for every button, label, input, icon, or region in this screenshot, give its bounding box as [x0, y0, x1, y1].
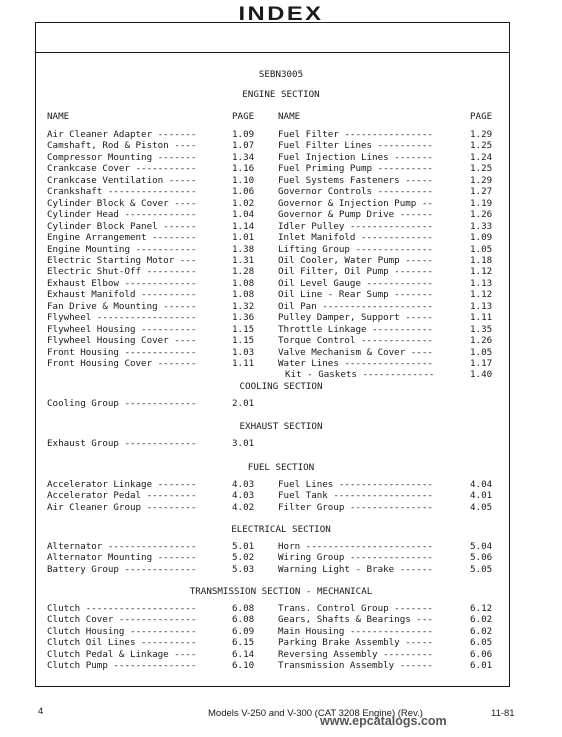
- index-entry-page: 1.13: [470, 300, 493, 312]
- index-entry-page: 5.02: [232, 552, 255, 564]
- index-entry-page: 4.01: [470, 490, 493, 502]
- index-entry-name: Exhaust Group -------------: [47, 438, 197, 449]
- index-entry-page: 1.24: [470, 151, 493, 163]
- index-entry-name: Cylinder Block Panel ------: [47, 220, 197, 232]
- index-entry-name: Crankcase Cover -----------: [47, 163, 197, 175]
- index-entry-page: 1.26: [470, 335, 493, 347]
- index-entry-name: Gears, Shafts & Bearings ---: [278, 614, 433, 626]
- index-entry-page: 1.01: [232, 232, 255, 244]
- index-entry-name: Flywheel Housing ----------: [47, 323, 197, 335]
- index-entry-name: Wiring Group ---------------: [278, 552, 433, 564]
- index-entry-page: 1.27: [470, 186, 493, 198]
- index-entry-name: Fuel Priming Pump ----------: [278, 163, 433, 175]
- index-entry-name: Inlet Manifold -------------: [278, 232, 433, 244]
- index-entry-name: Oil Cooler, Water Pump -----: [278, 254, 433, 266]
- index-entry-page: 6.12: [470, 603, 493, 614]
- index-entry-page: 6.01: [470, 660, 493, 672]
- index-entry-page: 6.02: [470, 614, 493, 626]
- index-entry-name: Oil Filter, Oil Pump -------: [278, 266, 433, 278]
- index-entry-name: Fuel Filter ----------------: [278, 129, 433, 140]
- page-title: INDEX: [238, 4, 324, 25]
- index-entry-name: Flywheel ------------------: [47, 312, 197, 324]
- index-entry-name: Horn -----------------------: [278, 541, 433, 552]
- index-entry-page: 1.40: [470, 369, 493, 381]
- column-header-name-left: NAME: [47, 111, 70, 122]
- index-entry-page: 1.10: [232, 174, 255, 186]
- index-entry-name: Accelerator Pedal ---------: [47, 490, 197, 502]
- index-entry-name: Air Cleaner Group ---------: [47, 501, 197, 513]
- index-entry-page: 5.04: [470, 541, 493, 552]
- index-entry-name: Idler Pulley ---------------: [278, 220, 433, 232]
- index-entry-page: 1.32: [232, 300, 255, 312]
- index-entry-name: Fuel Injection Lines -------: [278, 151, 433, 163]
- index-entry-page: 1.12: [470, 289, 493, 301]
- index-entry-name: Throttle Linkage -----------: [278, 323, 433, 335]
- index-entry-page: 1.14: [232, 220, 255, 232]
- index-entry-name: Crankshaft ----------------: [47, 186, 197, 198]
- index-entry-page: 1.16: [232, 163, 255, 175]
- index-entry-name: Engine Arrangement --------: [47, 232, 197, 244]
- index-entry-name: Clutch --------------------: [47, 603, 197, 614]
- index-entry-name: Fan Drive & Mounting ------: [47, 300, 197, 312]
- index-entry-page: 5.06: [470, 552, 493, 564]
- index-entry-name: Reversing Assembly ---------: [278, 648, 433, 660]
- index-entry-name: Fuel Lines -----------------: [278, 479, 433, 490]
- index-entry-page: 1.02: [232, 197, 255, 209]
- footer-page-number: 4: [38, 706, 44, 717]
- index-entry-page: 1.03: [232, 346, 255, 358]
- index-entry-page: 1.25: [470, 163, 493, 175]
- index-entry-name: Cylinder Head -------------: [47, 209, 197, 221]
- index-entry-page: 1.17: [470, 358, 493, 369]
- index-entry-name: Air Cleaner Adapter -------: [47, 129, 197, 140]
- index-entry-page: 6.08: [232, 603, 255, 614]
- index-entry-page: 1.18: [470, 254, 493, 266]
- index-entry-page: 6.06: [470, 648, 493, 660]
- index-entry-name: Clutch Pedal & Linkage ----: [47, 648, 197, 660]
- index-entry-page: 5.03: [232, 563, 255, 575]
- index-entry-name: Compressor Mounting -------: [47, 151, 197, 163]
- index-entry-name: Clutch Housing ------------: [47, 625, 197, 637]
- index-entry-name: Crankcase Ventilation -----: [47, 174, 197, 186]
- index-entry-page: 1.33: [470, 220, 493, 232]
- column-header-page-left: PAGE: [232, 111, 255, 122]
- index-entry-name: Transmission Assembly ------: [278, 660, 433, 672]
- index-entry-page: 1.19: [470, 197, 493, 209]
- index-entry-page: 2.01: [232, 398, 255, 409]
- index-entry-name: Alternator Mounting -------: [47, 552, 197, 564]
- index-entry-name: Kit - Gaskets -------------: [285, 369, 435, 381]
- index-entry-name: Clutch Oil Lines ----------: [47, 637, 197, 649]
- index-entry-name: Filter Group ---------------: [278, 501, 433, 513]
- index-entry-page: 1.09: [232, 129, 255, 140]
- index-entry-name: Front Housing -------------: [47, 346, 197, 358]
- index-entry-name: Trans. Control Group -------: [278, 603, 433, 614]
- index-entry-page: 1.13: [470, 277, 493, 289]
- index-entry-name: Fuel Systems Fasteners -----: [278, 174, 433, 186]
- index-entry-page: 1.31: [232, 254, 255, 266]
- index-entry-name: Cooling Group -------------: [47, 398, 197, 409]
- index-entry-name: Governor & Pump Drive ------: [278, 209, 433, 221]
- index-entry-page: 1.36: [232, 312, 255, 324]
- index-entry-page: 5.01: [232, 541, 255, 552]
- index-entry-name: Camshaft, Rod & Piston ----: [47, 140, 197, 152]
- title-bar: [35, 22, 509, 53]
- section-heading: FUEL SECTION: [247, 462, 315, 473]
- index-entry-page: 1.11: [470, 312, 493, 324]
- index-entry-name: Fuel Filter Lines ----------: [278, 140, 433, 152]
- index-entry-page: 1.38: [232, 243, 255, 255]
- index-entry-page: 1.28: [232, 266, 255, 278]
- index-entry-page: 1.29: [470, 129, 493, 140]
- index-entry-name: Alternator ----------------: [47, 541, 197, 552]
- index-entry-page: 1.25: [470, 140, 493, 152]
- index-entry-name: Electric Shut-Off ---------: [47, 266, 197, 278]
- index-entry-name: Governor & Injection Pump --: [278, 197, 433, 209]
- index-entry-name: Flywheel Housing Cover ----: [47, 335, 197, 347]
- index-entry-name: Main Housing ---------------: [278, 625, 433, 637]
- index-entry-page: 5.05: [470, 563, 493, 575]
- index-entry-page: 1.05: [470, 243, 493, 255]
- index-entry-page: 1.09: [470, 232, 493, 244]
- index-entry-page: 6.10: [232, 660, 255, 672]
- index-entry-name: Torque Control -------------: [278, 335, 433, 347]
- index-entry-page: 4.05: [470, 501, 493, 513]
- index-entry-name: Pulley Damper, Support -----: [278, 312, 433, 324]
- index-entry-page: 4.03: [232, 490, 255, 502]
- index-entry-page: 1.07: [232, 140, 255, 152]
- index-entry-page: 6.14: [232, 648, 255, 660]
- section-heading: EXHAUST SECTION: [239, 421, 323, 432]
- footer-models: Models V-250 and V-300 (CAT 3208 Engine) (Rev.): [208, 708, 423, 719]
- index-entry-name: Governor Controls ----------: [278, 186, 433, 198]
- index-entry-page: 6.08: [232, 614, 255, 626]
- index-entry-name: Exhaust Manifold ----------: [47, 289, 197, 301]
- index-entry-name: Cylinder Block & Cover ----: [47, 197, 197, 209]
- index-entry-page: 1.11: [232, 358, 255, 369]
- index-entry-name: Exhaust Elbow -------------: [47, 277, 197, 289]
- index-entry-name: Parking Brake Assembly -----: [278, 637, 433, 649]
- index-entry-name: Clutch Cover --------------: [47, 614, 197, 626]
- index-entry-name: Oil Line - Rear Sump -------: [278, 289, 433, 301]
- index-entry-page: 6.15: [232, 637, 255, 649]
- watermark-url: www.epcatalogs.com: [320, 714, 447, 728]
- column-header-page-right: PAGE: [470, 111, 493, 122]
- index-entry-name: Engine Mounting -----------: [47, 243, 197, 255]
- index-entry-page: 1.05: [470, 346, 493, 358]
- document-code: SEBN3005: [258, 69, 304, 80]
- index-entry-name: Oil Level Gauge ------------: [278, 277, 433, 289]
- index-entry-name: Lifting Group --------------: [278, 243, 433, 255]
- index-entry-name: Clutch Pump ---------------: [47, 660, 197, 672]
- index-entry-page: 1.08: [232, 277, 255, 289]
- column-header-name-right: NAME: [278, 111, 301, 122]
- index-entry-name: Electric Starting Motor ---: [47, 254, 197, 266]
- section-heading: COOLING SECTION: [239, 381, 323, 392]
- index-entry-page: 6.09: [232, 625, 255, 637]
- index-entry-name: Fuel Tank ------------------: [278, 490, 433, 502]
- index-entry-page: 1.04: [232, 209, 255, 221]
- index-entry-name: Front Housing Cover -------: [47, 358, 197, 369]
- index-entry-page: 1.15: [232, 323, 255, 335]
- section-heading: TRANSMISSION SECTION - MECHANICAL: [189, 586, 373, 597]
- index-entry-page: 6.02: [470, 625, 493, 637]
- section-heading: ELECTRICAL SECTION: [231, 524, 331, 535]
- index-entry-page: 3.01: [232, 438, 255, 449]
- index-entry-page: 4.02: [232, 501, 255, 513]
- index-entry-page: 1.26: [470, 209, 493, 221]
- index-entry-name: Valve Mechanism & Cover ----: [278, 346, 433, 358]
- index-entry-page: 1.08: [232, 289, 255, 301]
- index-entry-page: 1.34: [232, 151, 255, 163]
- index-entry-page: 1.35: [470, 323, 493, 335]
- section-heading: ENGINE SECTION: [242, 89, 320, 100]
- index-entry-page: 1.06: [232, 186, 255, 198]
- index-entry-page: 1.29: [470, 174, 493, 186]
- index-entry-name: Battery Group -------------: [47, 563, 197, 575]
- index-entry-name: Warning Light - Brake ------: [278, 563, 433, 575]
- index-entry-page: 6.05: [470, 637, 493, 649]
- index-entry-page: 1.15: [232, 335, 255, 347]
- index-entry-page: 4.03: [232, 479, 255, 490]
- index-entry-name: Accelerator Linkage -------: [47, 479, 197, 490]
- index-entry-page: 4.04: [470, 479, 493, 490]
- index-entry-name: Water Lines ----------------: [278, 358, 433, 369]
- footer-date: 11-81: [491, 708, 515, 719]
- index-entry-page: 1.12: [470, 266, 493, 278]
- index-entry-name: Oil Pan --------------------: [278, 300, 433, 312]
